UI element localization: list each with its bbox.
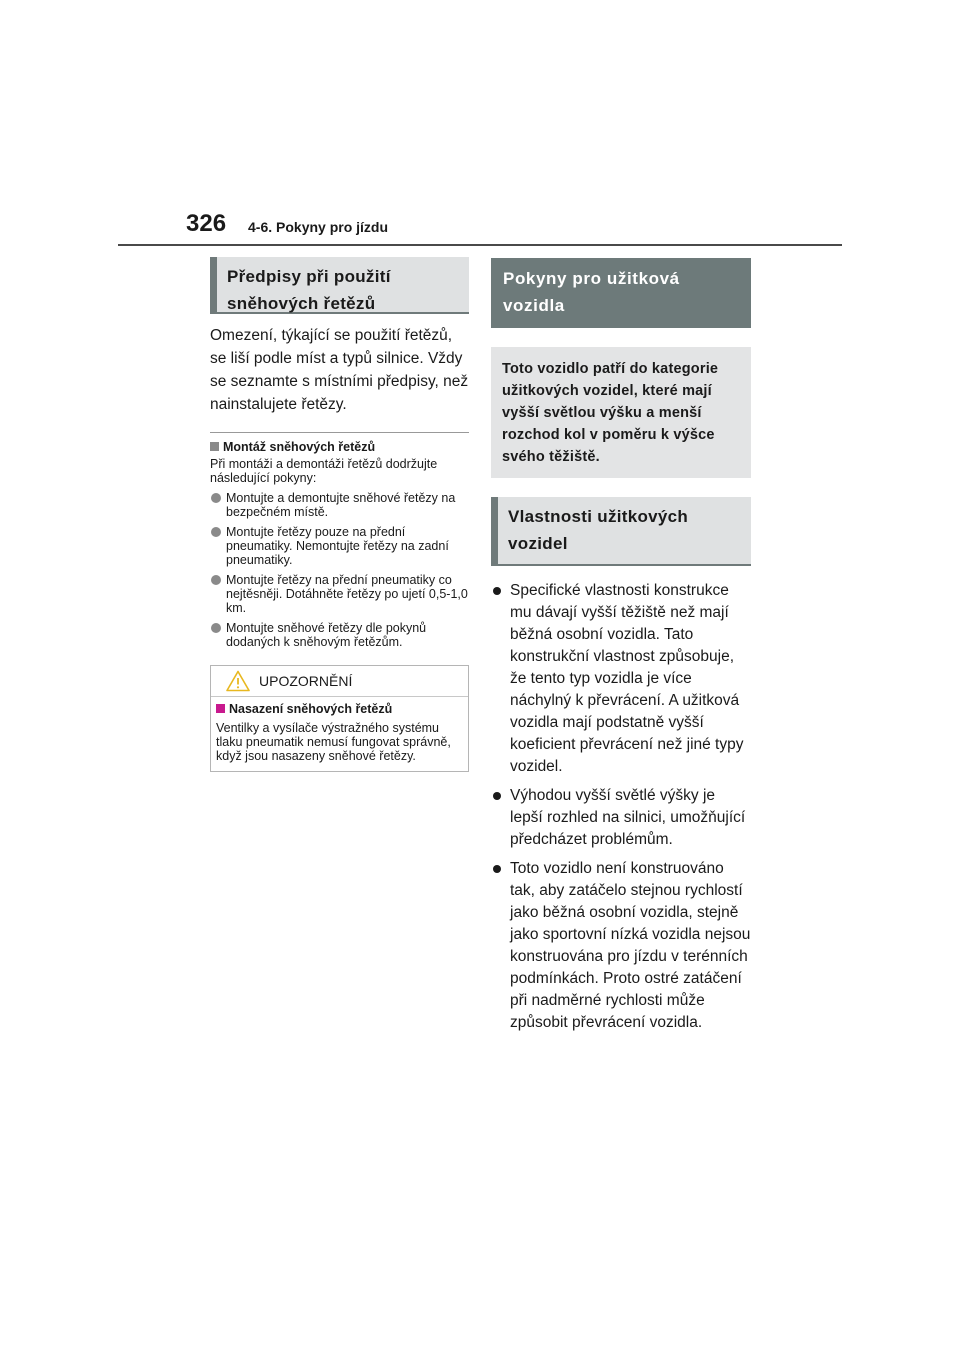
dot-bullet-icon [493,865,501,873]
warning-title: UPOZORNĚNÍ [259,673,353,689]
section-label: 4-6. Pokyny pro jízdu [248,219,389,235]
dot-bullet-icon [493,792,501,800]
warning-box [210,665,469,772]
warning-text: Ventilky a vysílače výstražného systému tlaku pneumatik nemusí fungovat správně, když jsou nasazeny sněhové řetězy. [216,721,451,763]
circle-bullet-icon [211,623,221,633]
list-item: Výhodou vyšší světlé výšky je lepší rozhled na silnici, umožňující předcházet problémům. [491,785,751,851]
mounting-bullet-list [210,491,469,649]
subsection-heading [210,439,469,455]
circle-bullet-icon [211,493,221,503]
left-column [210,257,469,772]
circle-bullet-icon [211,575,221,585]
summary-box: Toto vozidlo patří do kategorie užitkových vozidel, které mají vyšší světlou výšku a menší rozchod kol v poměru k výšce svého těžiště. [491,347,751,478]
right-subtitle: Vlastnosti užitkových vozidel [491,497,751,566]
warning-header [211,666,468,697]
list-item: Montujte řetězy pouze na přední pneumatiky. Nemontujte řetězy na zadní pneumatiky. [210,525,469,567]
properties-bullet-list [491,580,751,1034]
dot-bullet-icon [493,587,501,595]
left-intro: Omezení, týkající se použití řetězů, se liší podle míst a typů silnice. Vždy se seznamte s místními předpisy, než nainstalujete řetězy. [210,324,469,433]
square-bullet-icon [216,704,225,713]
header-rule [118,244,842,246]
warning-body [211,697,468,771]
right-column [491,258,751,1041]
circle-bullet-icon [211,527,221,537]
square-bullet-icon [210,442,219,451]
subsection-title: Montáž sněhových řetězů [223,440,376,454]
page-number: 326 [186,210,227,237]
left-section-title: Předpisy při použití sněhových řetězů [210,257,469,314]
list-item: Specifické vlastnosti konstrukce mu dávají vyšší těžiště než mají běžná osobní vozidla. Tato konstrukční vlastnost způsobuje, že tento typ vozidla je více náchylný k převrácení. A užitková vozidla mají podstatně vyšší koeficient převrácení než jiné typy vozidel. [491,580,751,778]
warning-subtitle: Nasazení sněhových řetězů [229,702,393,716]
warning-subheading [216,701,460,717]
right-section-title: Pokyny pro užitková vozidla [491,258,751,328]
list-item: Montujte řetězy na přední pneumatiky co nejtěsněji. Dotáhněte řetězy po ujetí 0,5-1,0 km. [210,573,469,615]
list-item: Toto vozidlo není konstruováno tak, aby zatáčelo stejnou rychlostí jako běžná osobní vozidla, stejně jako sportovní nízká vozidla nejsou konstruována pro jízdu v terénních podmínkách. Proto ostré zatáčení při nadměrné rychlosti může způsobit převrácení vozidla. [491,858,751,1034]
warning-triangle-icon [226,670,250,692]
list-item: Montujte a demontujte sněhové řetězy na bezpečném místě. [210,491,469,519]
subsection-intro: Při montáži a demontáži řetězů dodržujte následující pokyny: [210,457,438,485]
list-item: Montujte sněhové řetězy dle pokynů dodaných k sněhovým řetězům. [210,621,469,649]
